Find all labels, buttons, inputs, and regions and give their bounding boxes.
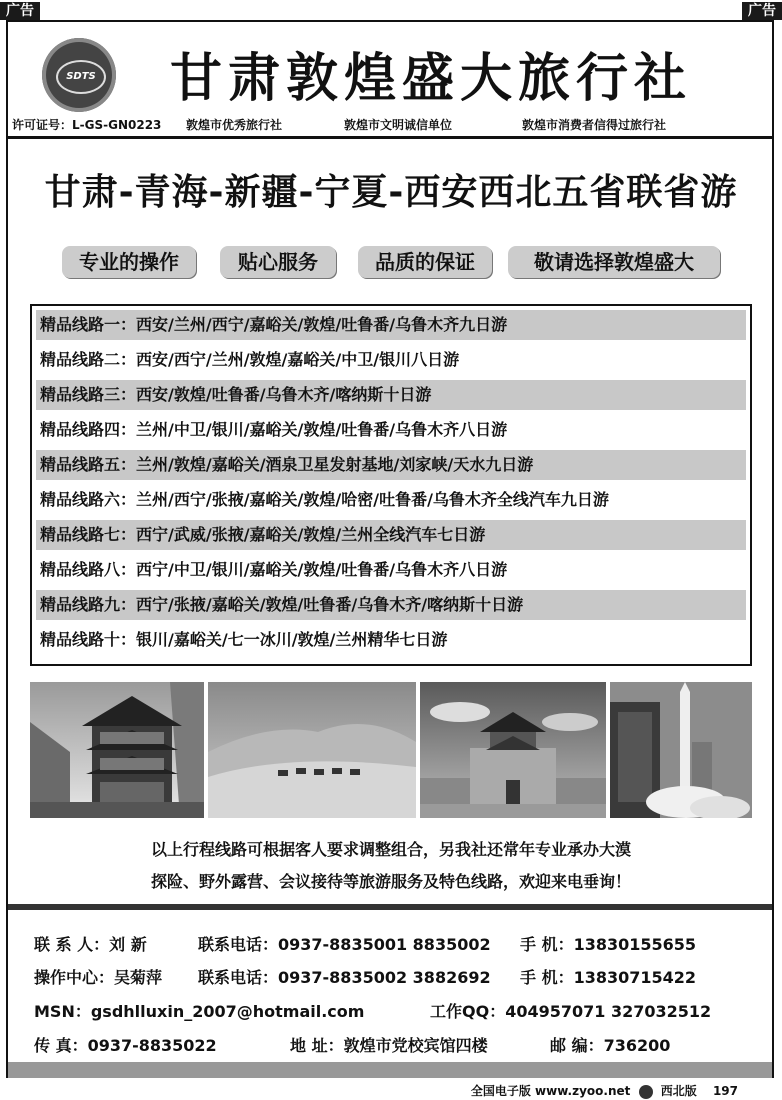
contact-mobile-2: 手 机：13830715422 — [520, 968, 697, 987]
tagline — [0, 834, 782, 898]
ad-label-right: 广告 — [742, 2, 782, 20]
photo-jiayuguan-pass — [420, 682, 606, 818]
contact-fax: 传 真：0937-8835022 — [34, 1036, 217, 1055]
route-item-2: 精品线路二：西安/西宁/兰州/敦煌/嘉峪关/中卫/银川八日游 — [40, 350, 460, 369]
license-number: 许可证号：L-GS-GN0223 — [12, 118, 162, 132]
route-item-4: 精品线路四：兰州/中卫/银川/嘉峪关/敦煌/吐鲁番/乌鲁木齐八日游 — [40, 420, 508, 439]
footer-page-number: 197 — [712, 1084, 738, 1098]
contact-qq: 工作QQ：404957071 327032512 — [430, 1002, 712, 1021]
honor-3: 敦煌市消费者信得过旅行社 — [522, 118, 667, 132]
route-list — [30, 304, 752, 666]
contact-msn: MSN：gsdhlluxin_2007@hotmail.com — [34, 1002, 365, 1021]
route-item-6: 精品线路六：兰州/西宁/张掖/嘉峪关/敦煌/哈密/吐鲁番/乌鲁木齐全线汽车九日游 — [40, 490, 609, 509]
logo-text: SDTS — [56, 60, 106, 94]
contact-person-2: 操作中心：吴菊萍 — [34, 968, 163, 987]
footer — [471, 1082, 738, 1099]
footer-site: 全国电子版 www.zyoo.net — [470, 1084, 631, 1098]
company-name: 甘肃敦煌盛大旅行社 — [170, 48, 693, 109]
company-logo — [42, 38, 116, 112]
photo-singing-sand-dunes — [208, 682, 416, 818]
slogan-1: 专业的操作 — [62, 246, 196, 278]
footer-region: 西北版 — [660, 1084, 697, 1098]
region-badge-icon — [639, 1085, 653, 1099]
route-item-1: 精品线路一：西安/兰州/西宁/嘉峪关/敦煌/吐鲁番/乌鲁木齐九日游 — [36, 310, 746, 340]
photo-mogao-grottoes — [30, 682, 204, 818]
headline: 甘肃-青海-新疆-宁夏-西安西北五省联省游 — [44, 172, 738, 213]
contact-postcode: 邮 编：736200 — [550, 1036, 671, 1055]
honor-2: 敦煌市文明诚信单位 — [344, 118, 453, 132]
slogan-3: 品质的保证 — [358, 246, 492, 278]
contact-divider — [8, 904, 772, 910]
contact-person-1: 联 系 人：刘 新 — [34, 935, 147, 954]
contact-mobile-1: 手 机：13830155655 — [520, 935, 697, 954]
contact-phone-2: 联系电话：0937-8835002 3882692 — [198, 968, 491, 987]
tagline-line-2: 探险、野外露营、会议接待等旅游服务及特色线路，欢迎来电垂询！ — [150, 872, 631, 891]
route-item-9: 精品线路九：西宁/张掖/嘉峪关/敦煌/吐鲁番/乌鲁木齐/喀纳斯十日游 — [36, 590, 746, 620]
footer-bar — [8, 1062, 772, 1078]
contact-phone-1: 联系电话：0937-8835001 8835002 — [198, 935, 491, 954]
route-item-10: 精品线路十：银川/嘉峪关/七一冰川/敦煌/兰州精华七日游 — [40, 630, 448, 649]
header-divider — [8, 136, 772, 139]
route-item-5: 精品线路五：兰州/敦煌/嘉峪关/酒泉卫星发射基地/刘家峡/天水九日游 — [36, 450, 746, 480]
slogan-2: 贴心服务 — [220, 246, 336, 278]
contact-address: 地 址：敦煌市党校宾馆四楼 — [290, 1036, 488, 1055]
photo-satellite-launch-center — [610, 682, 752, 818]
route-item-8: 精品线路八：西宁/中卫/银川/嘉峪关/敦煌/吐鲁番/乌鲁木齐八日游 — [40, 560, 508, 579]
honor-1: 敦煌市优秀旅行社 — [186, 118, 283, 132]
tagline-line-1: 以上行程线路可根据客人要求调整组合，另我社还常年专业承办大漠 — [150, 840, 631, 859]
slogan-4: 敬请选择敦煌盛大 — [508, 246, 720, 278]
route-item-7: 精品线路七：西宁/武威/张掖/嘉峪关/敦煌/兰州全线汽车七日游 — [36, 520, 746, 550]
ad-label-left: 广告 — [0, 2, 40, 20]
route-item-3: 精品线路三：西安/敦煌/吐鲁番/乌鲁木齐/喀纳斯十日游 — [36, 380, 746, 410]
